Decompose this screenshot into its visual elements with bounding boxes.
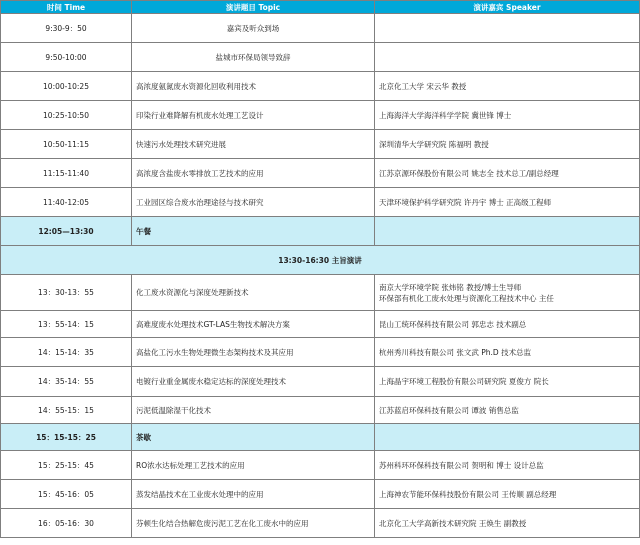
row-time: 14：15-14：35 bbox=[1, 338, 132, 367]
row-topic: 化工废水资源化与深度处理新技术 bbox=[132, 275, 375, 311]
row-topic: 高盐化工污水生物处理微生态架构技术及其应用 bbox=[132, 338, 375, 367]
row-speaker: 深圳清华大学研究院 陈福明 教授 bbox=[375, 130, 640, 159]
row-topic: 蒸发结晶技术在工业废水处理中的应用 bbox=[132, 480, 375, 509]
keynote-banner-row bbox=[1, 246, 640, 275]
row-topic: 芬顿生化结合热解危废污泥工艺在化工废水中的应用 bbox=[132, 509, 375, 538]
row-time: 15：15-15：25 bbox=[1, 424, 132, 451]
row-time: 12:05—13:30 bbox=[1, 217, 132, 246]
row-topic: 电镀行业重金属废水稳定达标的深度处理技术 bbox=[132, 367, 375, 397]
row-speaker: 北京化工大学高新技术研究院 王焕生 副教授 bbox=[375, 509, 640, 538]
row-speaker: 上海海洋大学海洋科学学院 冀世锋 博士 bbox=[375, 101, 640, 130]
row-topic: 工业园区综合废水治理途径与技术研究 bbox=[132, 188, 375, 217]
table-row bbox=[1, 14, 640, 43]
row-topic: 盐城市环保局领导致辞 bbox=[132, 43, 375, 72]
lunch-row bbox=[1, 217, 640, 246]
row-topic: 印染行业难降解有机废水处理工艺设计 bbox=[132, 101, 375, 130]
row-time: 16：05-16：30 bbox=[1, 509, 132, 538]
row-topic: 高浓度含盐废水零排放工艺技术的应用 bbox=[132, 159, 375, 188]
table-row bbox=[1, 311, 640, 338]
row-topic: 嘉宾及听众到场 bbox=[132, 14, 375, 43]
table-row bbox=[1, 397, 640, 424]
row-topic: 午餐 bbox=[132, 217, 375, 246]
row-topic: 快速污水处理技术研究进展 bbox=[132, 130, 375, 159]
row-time: 14：55-15：15 bbox=[1, 397, 132, 424]
row-time: 9:30-9：50 bbox=[1, 14, 132, 43]
table-row bbox=[1, 275, 640, 311]
table-row bbox=[1, 43, 640, 72]
header-topic: 演讲题目 Topic bbox=[132, 1, 375, 14]
row-speaker: 上海晶宇环境工程股份有限公司研究院 夏俊方 院长 bbox=[375, 367, 640, 397]
row-speaker bbox=[375, 275, 640, 311]
row-speaker bbox=[375, 43, 640, 72]
row-time: 9:50-10:00 bbox=[1, 43, 132, 72]
row-time: 11:15-11:40 bbox=[1, 159, 132, 188]
row-time: 15：25-15：45 bbox=[1, 451, 132, 480]
table-row bbox=[1, 130, 640, 159]
row-speaker: 杭州秀川科技有限公司 张文武 Ph.D 技术总监 bbox=[375, 338, 640, 367]
row-time: 13：55-14：15 bbox=[1, 311, 132, 338]
header-speaker: 演讲嘉宾 Speaker bbox=[375, 1, 640, 14]
header-row bbox=[1, 1, 640, 14]
row-speaker: 北京化工大学 宋云华 教授 bbox=[375, 72, 640, 101]
table-row bbox=[1, 451, 640, 480]
row-time: 13：30-13：55 bbox=[1, 275, 132, 311]
row-speaker bbox=[375, 217, 640, 246]
table-row bbox=[1, 480, 640, 509]
header-time: 时间 Time bbox=[1, 1, 132, 14]
row-topic: 高浓度氨氮废水资源化回收利用技术 bbox=[132, 72, 375, 101]
row-topic: RO浓水达标处理工艺技术的应用 bbox=[132, 451, 375, 480]
row-time: 11:40-12:05 bbox=[1, 188, 132, 217]
row-time: 14：35-14：55 bbox=[1, 367, 132, 397]
row-time: 15：45-16：05 bbox=[1, 480, 132, 509]
row-speaker-line: 环保部有机化工废水处理与资源化工程技术中心 主任 bbox=[379, 293, 554, 303]
row-speaker: 江苏京源环保股份有限公司 姚志全 技术总工/副总经理 bbox=[375, 159, 640, 188]
row-speaker bbox=[375, 14, 640, 43]
row-speaker: 苏州科环环保科技有限公司 贺明和 博士 设计总监 bbox=[375, 451, 640, 480]
table-row bbox=[1, 188, 640, 217]
row-time: 10:25-10:50 bbox=[1, 101, 132, 130]
table-row bbox=[1, 509, 640, 538]
table-row bbox=[1, 101, 640, 130]
table-row bbox=[1, 72, 640, 101]
row-speaker: 昆山工统环保科技有限公司 郭忠志 技术副总 bbox=[375, 311, 640, 338]
row-topic: 高难度废水处理技术GT-LAS生物技术解决方案 bbox=[132, 311, 375, 338]
row-speaker: 上海神农节能环保科技股份有限公司 王传顺 副总经理 bbox=[375, 480, 640, 509]
row-time: 10:50-11:15 bbox=[1, 130, 132, 159]
keynote-banner: 13:30-16:30 主旨演讲 bbox=[1, 246, 640, 275]
row-topic: 污泥低温除湿干化技术 bbox=[132, 397, 375, 424]
table-row bbox=[1, 367, 640, 397]
table-row bbox=[1, 159, 640, 188]
row-speaker: 江苏蓝启环保科技有限公司 谭波 销售总监 bbox=[375, 397, 640, 424]
table-row bbox=[1, 338, 640, 367]
row-speaker-line: 南京大学环境学院 张炜铭 教授/博士生导师 bbox=[379, 282, 522, 292]
row-speaker: 天津环境保护科学研究院 许丹宇 博士 正高级工程师 bbox=[375, 188, 640, 217]
tea-break-row bbox=[1, 424, 640, 451]
row-topic: 茶歇 bbox=[132, 424, 375, 451]
row-speaker bbox=[375, 424, 640, 451]
row-time: 10:00-10:25 bbox=[1, 72, 132, 101]
